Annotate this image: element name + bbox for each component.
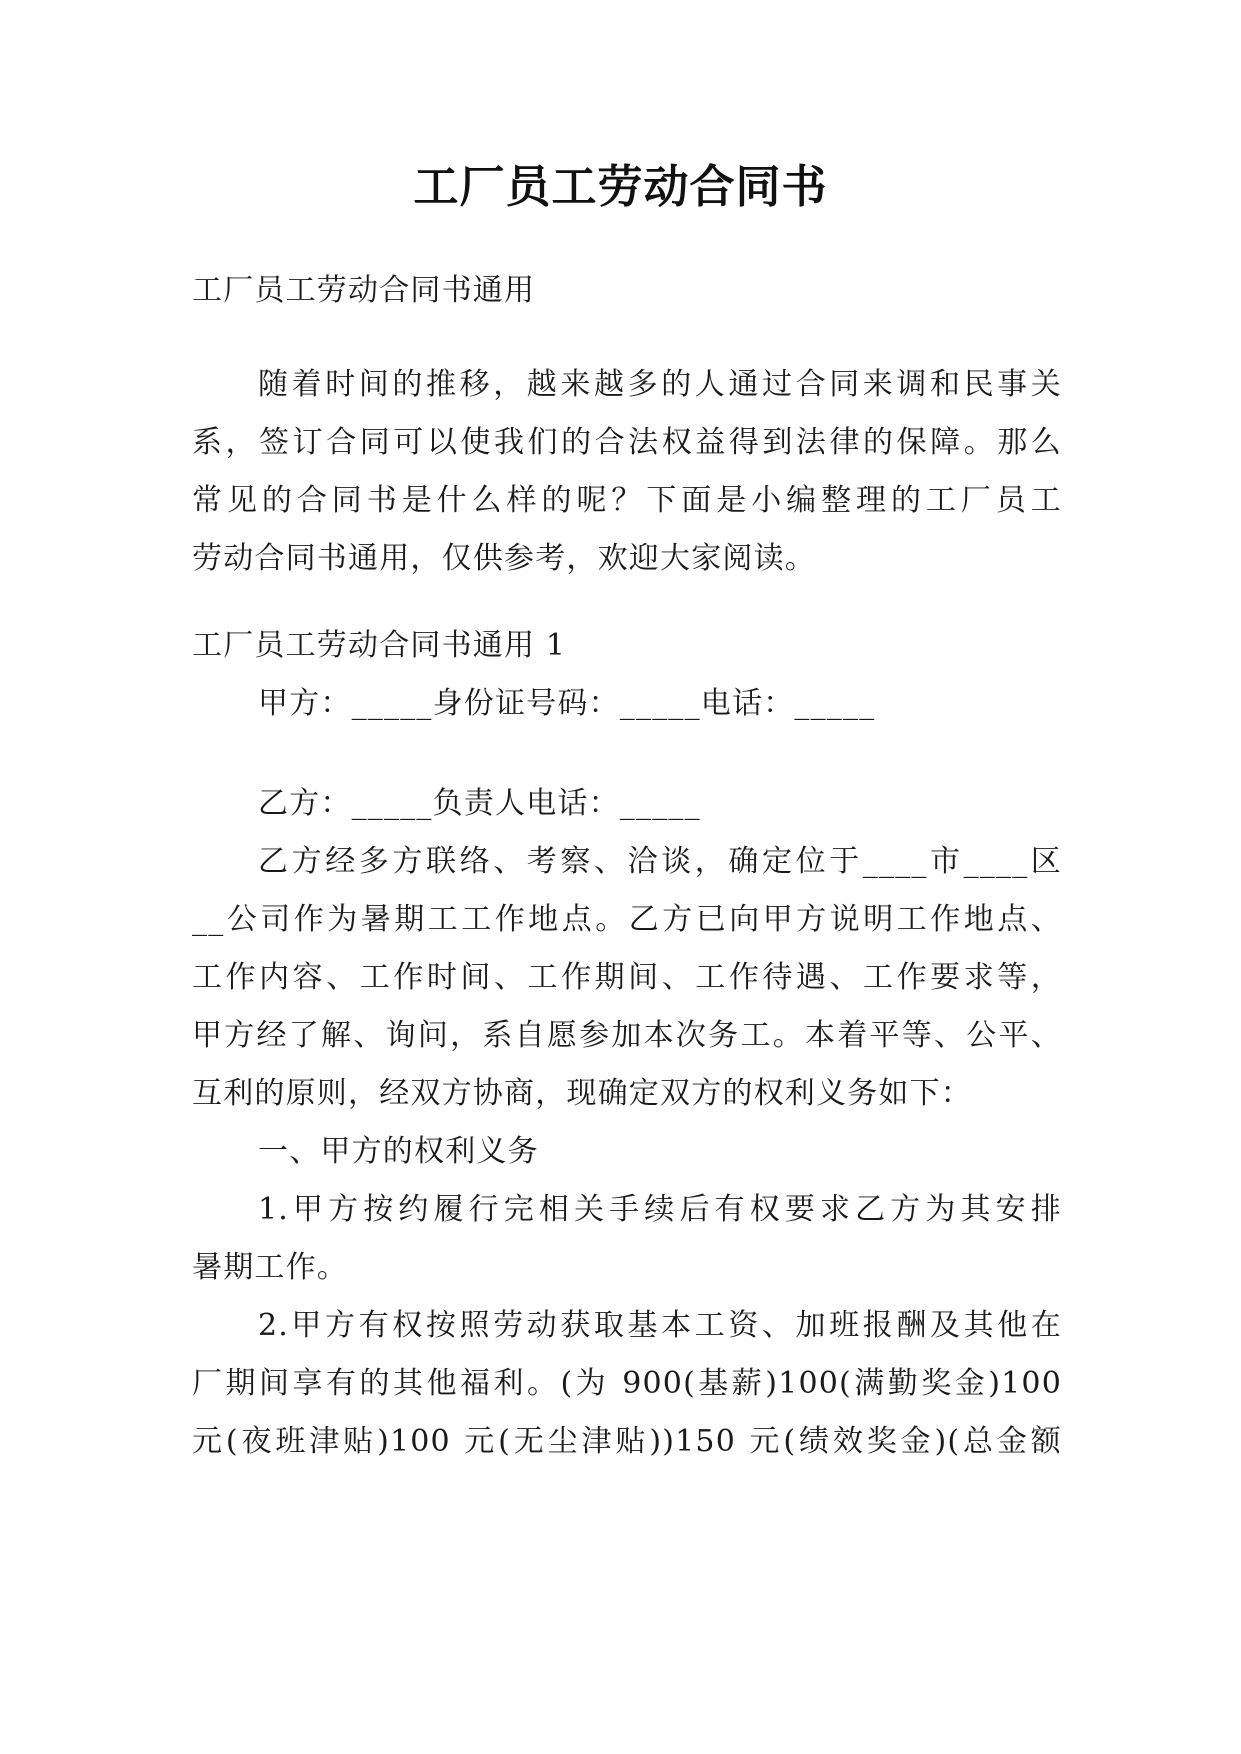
item-line: 1.甲方按约履行完相关手续后有权要求乙方为其安排: [258, 1192, 1062, 1227]
paragraph-line: 甲方经了解、询问，系自愿参加本次务工。本着平等、公平、: [192, 1018, 1062, 1053]
item-line: 2.甲方有权按照劳动获取基本工资、加班报酬及其他在: [258, 1308, 1062, 1343]
paragraph-line: 工作内容、工作时间、工作期间、工作待遇、工作要求等，: [192, 960, 1062, 995]
intro-line: 系，签订合同可以使我们的合法权益得到法律的保障。那么: [192, 425, 1062, 460]
item-line: 暑期工作。: [192, 1250, 348, 1285]
intro-line: 常见的合同书是什么样的呢？下面是小编整理的工厂员工: [192, 483, 1062, 518]
intro-line: 随着时间的推移，越来越多的人通过合同来调和民事关: [258, 367, 1062, 402]
paragraph-line: 互利的原则，经双方协商，现确定双方的权利义务如下：: [192, 1076, 972, 1111]
paragraph-line: __公司作为暑期工工作地点。乙方已向甲方说明工作地点、: [192, 902, 1062, 937]
item-line: 元(夜班津贴)100 元(无尘津贴))150 元(绩效奖金)(总金额: [192, 1424, 1062, 1459]
document-subtitle-block: [192, 262, 1062, 320]
document-subtitle: 工厂员工劳动合同书通用: [192, 273, 536, 308]
paragraph-line: 乙方经多方联络、考察、洽谈，确定位于____市____区: [258, 844, 1062, 879]
section-heading: 工厂员工劳动合同书通用 1: [192, 628, 567, 663]
intro-line: 劳动合同书通用，仅供参考，欢迎大家阅读。: [192, 541, 816, 576]
section-one-heading: 一、甲方的权利义务: [258, 1134, 539, 1169]
party-b-block: [192, 775, 1062, 1471]
document-title: 工厂员工劳动合同书: [413, 160, 828, 213]
intro-paragraph: [192, 356, 1062, 588]
item-line: 厂期间享有的其他福利。(为 900(基薪)100(满勤奖金)100: [192, 1366, 1062, 1401]
party-a-line: 甲方：_____身份证号码：_____电话：_____: [258, 686, 876, 721]
party-b-line: 乙方：_____负责人电话：_____: [258, 786, 701, 821]
section-heading-block: [192, 617, 1062, 733]
